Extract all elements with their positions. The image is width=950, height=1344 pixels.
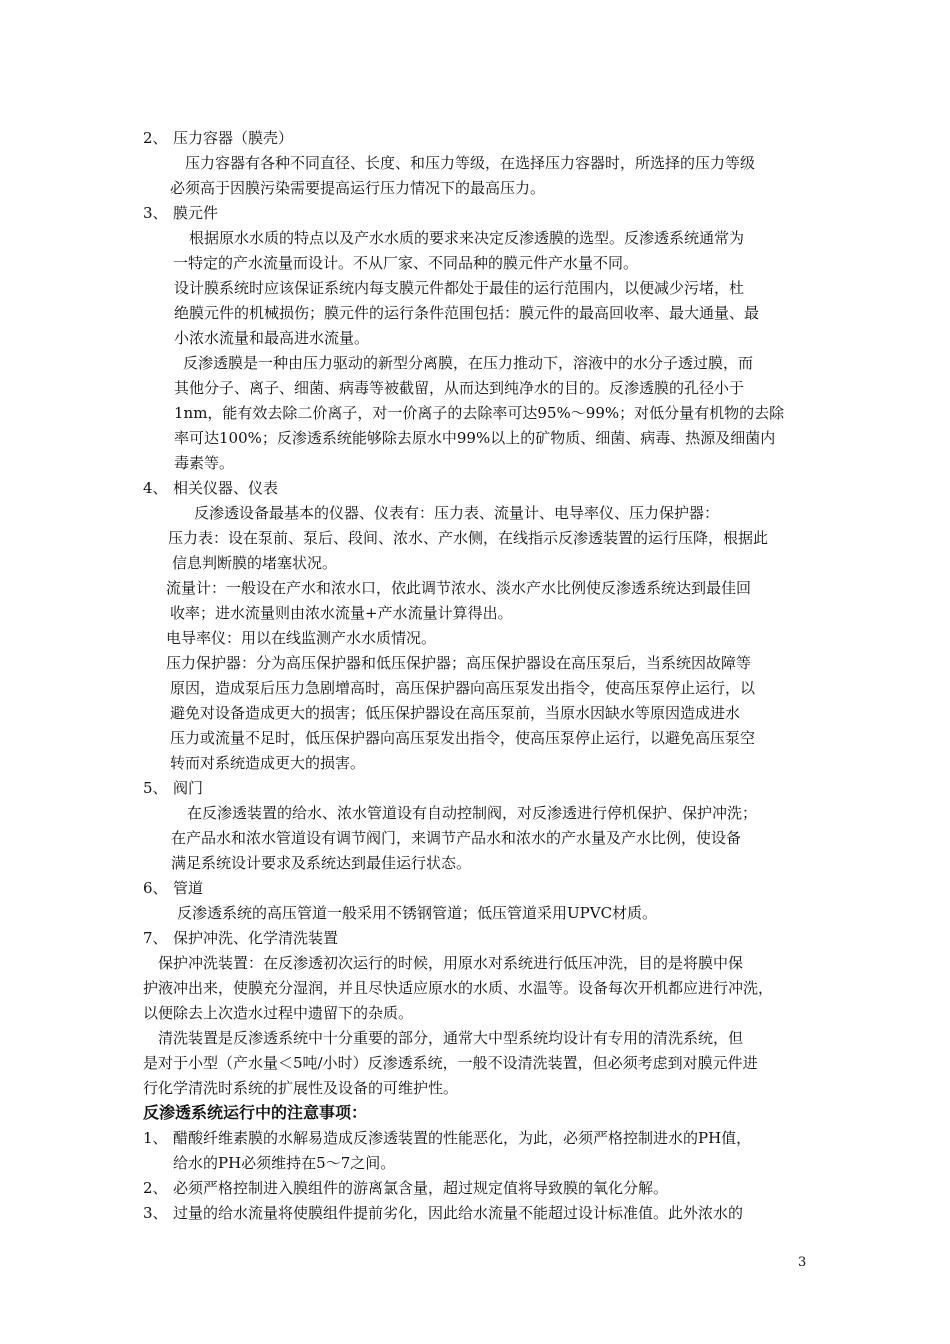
paragraph-line: 1nm，能有效去除二价离子，对一价离子的去除率可达95%～99%；对低分量有机物的去除 (174, 404, 785, 422)
paragraph-line: 其他分子、离子、细菌、病毒等被截留，从而达到纯净水的目的。反渗透膜的孔径小于 (174, 379, 745, 397)
precaution-1-line: 给水的PH必须维持在5～7之间。 (173, 1154, 396, 1172)
paragraph-line: 反渗透系统的高压管道一般采用不锈钢管道；低压管道采用UPVC材质。 (177, 904, 658, 922)
section-3-title: 膜元件 (173, 204, 219, 222)
precautions-heading: 反渗透系统运行中的注意事项： (143, 1103, 368, 1122)
paragraph-line: 转而对系统造成更大的损害。 (170, 754, 366, 772)
precaution-2-line: 必须严格控制进入膜组件的游离氯含量，超过规定值将导致膜的氧化分解。 (173, 1179, 669, 1197)
section-6-number: 6、 (143, 879, 168, 897)
section-5-number: 5、 (143, 779, 168, 797)
precaution-1-number: 1、 (143, 1129, 168, 1147)
section-2-number: 2、 (143, 129, 168, 147)
paragraph-line: 压力容器有各种不同直径、长度、和压力等级，在选择压力容器时，所选择的压力等级 (185, 154, 756, 172)
paragraph-line: 率可达100%；反渗透系统能够除去原水中99%以上的矿物质、细菌、病毒、热源及细菌内 (174, 429, 776, 447)
paragraph-line: 保护冲洗装置：在反渗透初次运行的时候，用原水对系统进行低压冲洗，目的是将膜中保 (158, 954, 744, 972)
paragraph-line: 毒素等。 (174, 454, 235, 472)
paragraph-line: 一特定的产水流量而设计。不从厂家、不同品种的膜元件产水量不同。 (173, 254, 639, 272)
paragraph-line: 行化学清洗时系统的扩展性及设备的可维护性。 (143, 1079, 459, 1097)
section-2-title: 压力容器（膜壳） (173, 129, 294, 147)
paragraph-line: 压力或流量不足时，低压保护器向高压泵发出指令，使高压泵停止运行，以避免高压泵空 (170, 729, 756, 747)
paragraph-line: 清洗装置是反渗透系统中十分重要的部分，通常大中型系统均设计有专用的清洗系统，但 (158, 1029, 744, 1047)
paragraph-line: 必须高于因膜污染需要提高运行压力情况下的最高压力。 (170, 179, 546, 197)
precaution-3-line: 过量的给水流量将使膜组件提前劣化，因此给水流量不能超过设计标准值。此外浓水的 (173, 1204, 744, 1222)
section-3-number: 3、 (143, 204, 168, 222)
paragraph-line: 反渗透设备最基本的仪器、仪表有：压力表、流量计、电导率仪、压力保护器： (194, 504, 720, 522)
section-4-number: 4、 (143, 479, 168, 497)
precaution-3-number: 3、 (143, 1204, 168, 1222)
section-5-title: 阀门 (173, 779, 204, 797)
paragraph-line: 反渗透膜是一种由压力驱动的新型分离膜，在压力推动下，溶液中的水分子透过膜，而 (183, 354, 754, 372)
paragraph-line: 收率；进水流量则由浓水流量+产水流量计算得出。 (170, 604, 513, 622)
paragraph-line: 压力表：设在泵前、泵后、段间、浓水、产水侧，在线指示反渗透装置的运行压降，根据此 (168, 529, 769, 547)
paragraph-line: 流量计：一般设在产水和浓水口，依此调节浓水、淡水产水比例使反渗透系统达到最佳回 (166, 579, 752, 597)
precaution-2-number: 2、 (143, 1179, 168, 1197)
paragraph-line: 护液冲出来，使膜充分湿润，并且尽快适应原水的水质、水温等。设备每次开机都应进行冲洗， (143, 979, 774, 997)
paragraph-line: 在产品水和浓水管道设有调节阀门，来调节产品水和浓水的产水量及产水比例，使设备 (171, 829, 742, 847)
paragraph-line: 是对于小型（产水量＜5吨/小时）反渗透系统，一般不设清洗装置，但必须考虑到对膜元件进 (143, 1054, 758, 1072)
paragraph-line: 根据原水水质的特点以及产水水质的要求来决定反渗透膜的选型。反渗透系统通常为 (189, 229, 745, 247)
section-7-number: 7、 (143, 929, 168, 947)
paragraph-line: 小浓水流量和最高进水流量。 (174, 329, 370, 347)
paragraph-line: 避免对设备造成更大的损害；低压保护器设在高压泵前，当原水因缺水等原因造成进水 (170, 704, 741, 722)
section-4-title: 相关仪器、仪表 (173, 479, 279, 497)
paragraph-line: 信息判断膜的堵塞状况。 (172, 554, 338, 572)
section-6-title: 管道 (173, 879, 204, 897)
paragraph-line: 电导率仪：用以在线监测产水水质情况。 (166, 629, 437, 647)
paragraph-line: 以便除去上次造水过程中遗留下的杂质。 (143, 1004, 414, 1022)
paragraph-line: 在反渗透装置的给水、浓水管道设有自动控制阀，对反渗透进行停机保护、保护冲洗； (187, 804, 758, 822)
paragraph-line: 压力保护器：分为高压保护器和低压保护器；高压保护器设在高压泵后，当系统因故障等 (166, 654, 752, 672)
paragraph-line: 原因，造成泵后压力急剧增高时，高压保护器向高压泵发出指令，使高压泵停止运行，以 (170, 679, 756, 697)
page-number: 3 (798, 1255, 807, 1270)
precaution-1-line: 醋酸纤维素膜的水解易造成反渗透装置的性能恶化，为此，必须严格控制进水的PH值， (173, 1129, 752, 1147)
section-7-title: 保护冲洗、化学清洗装置 (173, 929, 339, 947)
paragraph-line: 满足系统设计要求及系统达到最佳运行状态。 (171, 854, 472, 872)
paragraph-line: 绝膜元件的机械损伤；膜元件的运行条件范围包括：膜元件的最高回收率、最大通量、最 (174, 304, 760, 322)
paragraph-line: 设计膜系统时应该保证系统内每支膜元件都处于最佳的运行范围内，以便减少污堵，杜 (174, 279, 745, 297)
